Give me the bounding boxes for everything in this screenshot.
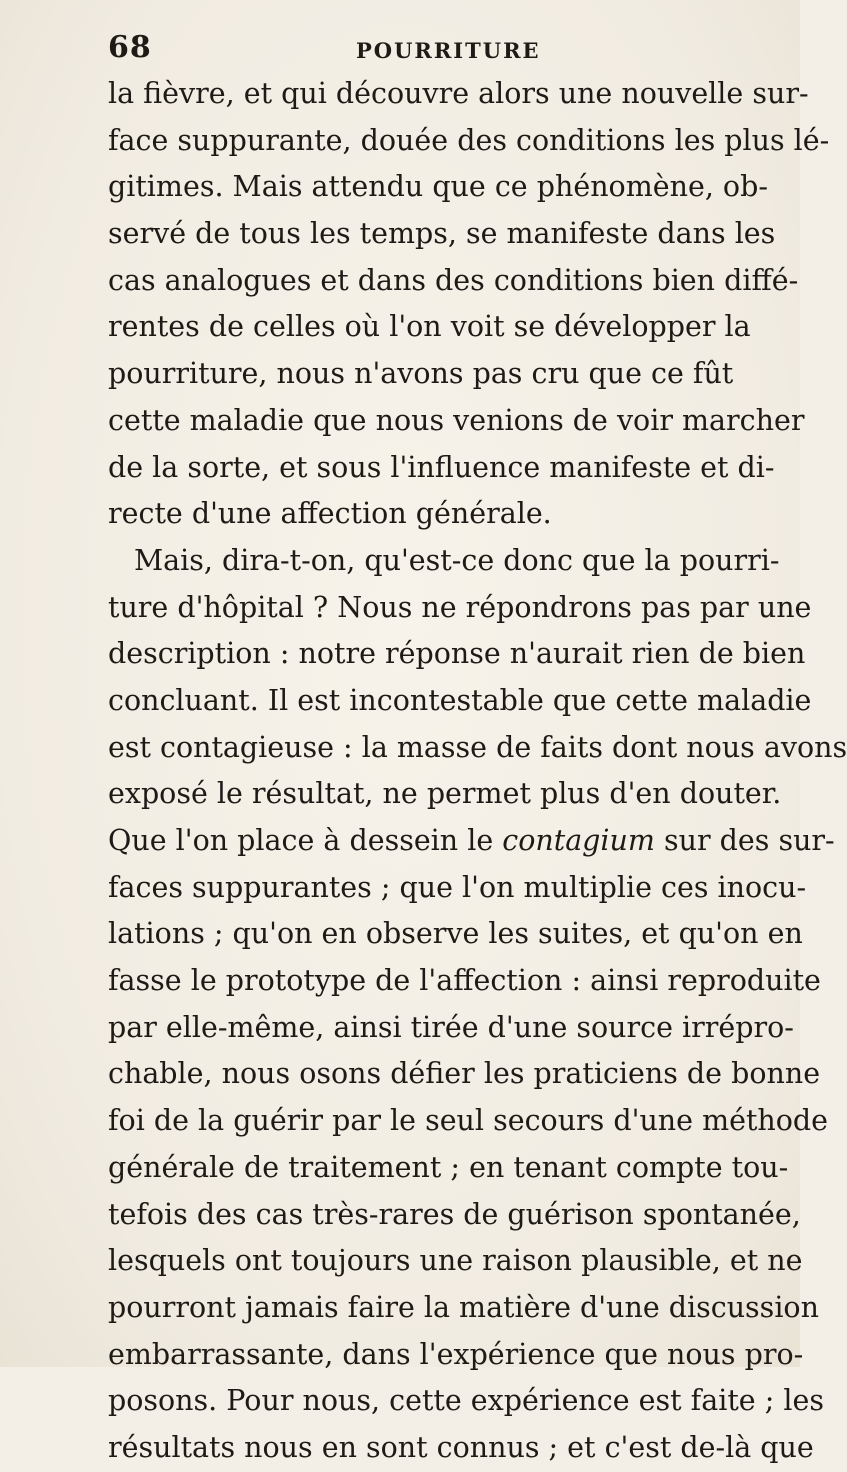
text-line-paragraph-start: Mais, dira-t-on, qu'est-ce donc que la pourri- [134, 543, 780, 577]
text-line: fasse le prototype de l'affection : ainsi reproduite [108, 964, 821, 998]
text-line: gitimes. Mais attendu que ce phénomène, ob- [108, 170, 768, 204]
page-number: 68 [108, 30, 152, 65]
text-line: servé de tous les temps, se manifeste dans les [108, 217, 776, 251]
text-line: par elle-même, ainsi tirée d'une source irrépro- [108, 1010, 794, 1044]
text-segment: sur des sur- [654, 824, 835, 857]
text-line: pourriture, nous n'avons pas cru que ce fût [108, 357, 734, 391]
text-line: ture d'hôpital ? Nous ne répondrons pas par une [108, 590, 812, 624]
text-line: exposé le résultat, ne permet plus d'en douter. [108, 777, 782, 811]
text-line: lesquels ont toujours une raison plausible, et ne [108, 1244, 803, 1278]
text-line: foi de la guérir par le seul secours d'une méthode [108, 1104, 829, 1138]
text-line: cas analogues et dans des conditions bien diffé- [108, 263, 799, 297]
page-header [108, 30, 725, 64]
text-line: rentes de celles où l'on voit se développer la [108, 310, 751, 344]
text-line: posons. Pour nous, cette expérience est faite ; les [108, 1384, 824, 1418]
text-line: tefois des cas très-rares de guérison spontanée, [108, 1197, 801, 1231]
text-line: description : notre réponse n'aurait rien de bien [108, 637, 806, 671]
body-text [108, 71, 847, 1472]
text-segment: Que l'on place à dessein le [108, 824, 503, 857]
running-head: POURRITURE [356, 38, 541, 63]
text-line: cette maladie que nous venions de voir marcher [108, 403, 805, 437]
text-line-paragraph-end: recte d'une affection générale. [108, 497, 552, 531]
text-line: est contagieuse : la masse de faits dont nous avons [108, 730, 847, 764]
text-line: pourront jamais faire la matière d'une discussion [108, 1290, 819, 1324]
italic-term: contagium [502, 824, 655, 857]
text-line: résultats nous en sont connus ; et c'est de-là que [108, 1430, 814, 1464]
text-line: lations ; qu'on en observe les suites, et qu'on en [108, 917, 803, 951]
text-line: de la sorte, et sous l'influence manifeste et di- [108, 450, 775, 484]
text-line: embarrassante, dans l'expérience que nous pro- [108, 1337, 804, 1371]
text-line: la fièvre, et qui découvre alors une nouvelle sur- [108, 77, 809, 110]
text-line: concluant. Il est incontestable que cette maladie [108, 683, 812, 717]
text-line-with-italic [108, 818, 835, 865]
text-line: générale de traitement ; en tenant compte tou- [108, 1150, 789, 1184]
text-line: faces suppurantes ; que l'on multiplie ces inocu- [108, 870, 807, 904]
text-line: chable, nous osons défier les praticiens de bonne [108, 1057, 821, 1091]
text-line: face suppurante, douée des conditions les plus lé- [108, 123, 830, 157]
